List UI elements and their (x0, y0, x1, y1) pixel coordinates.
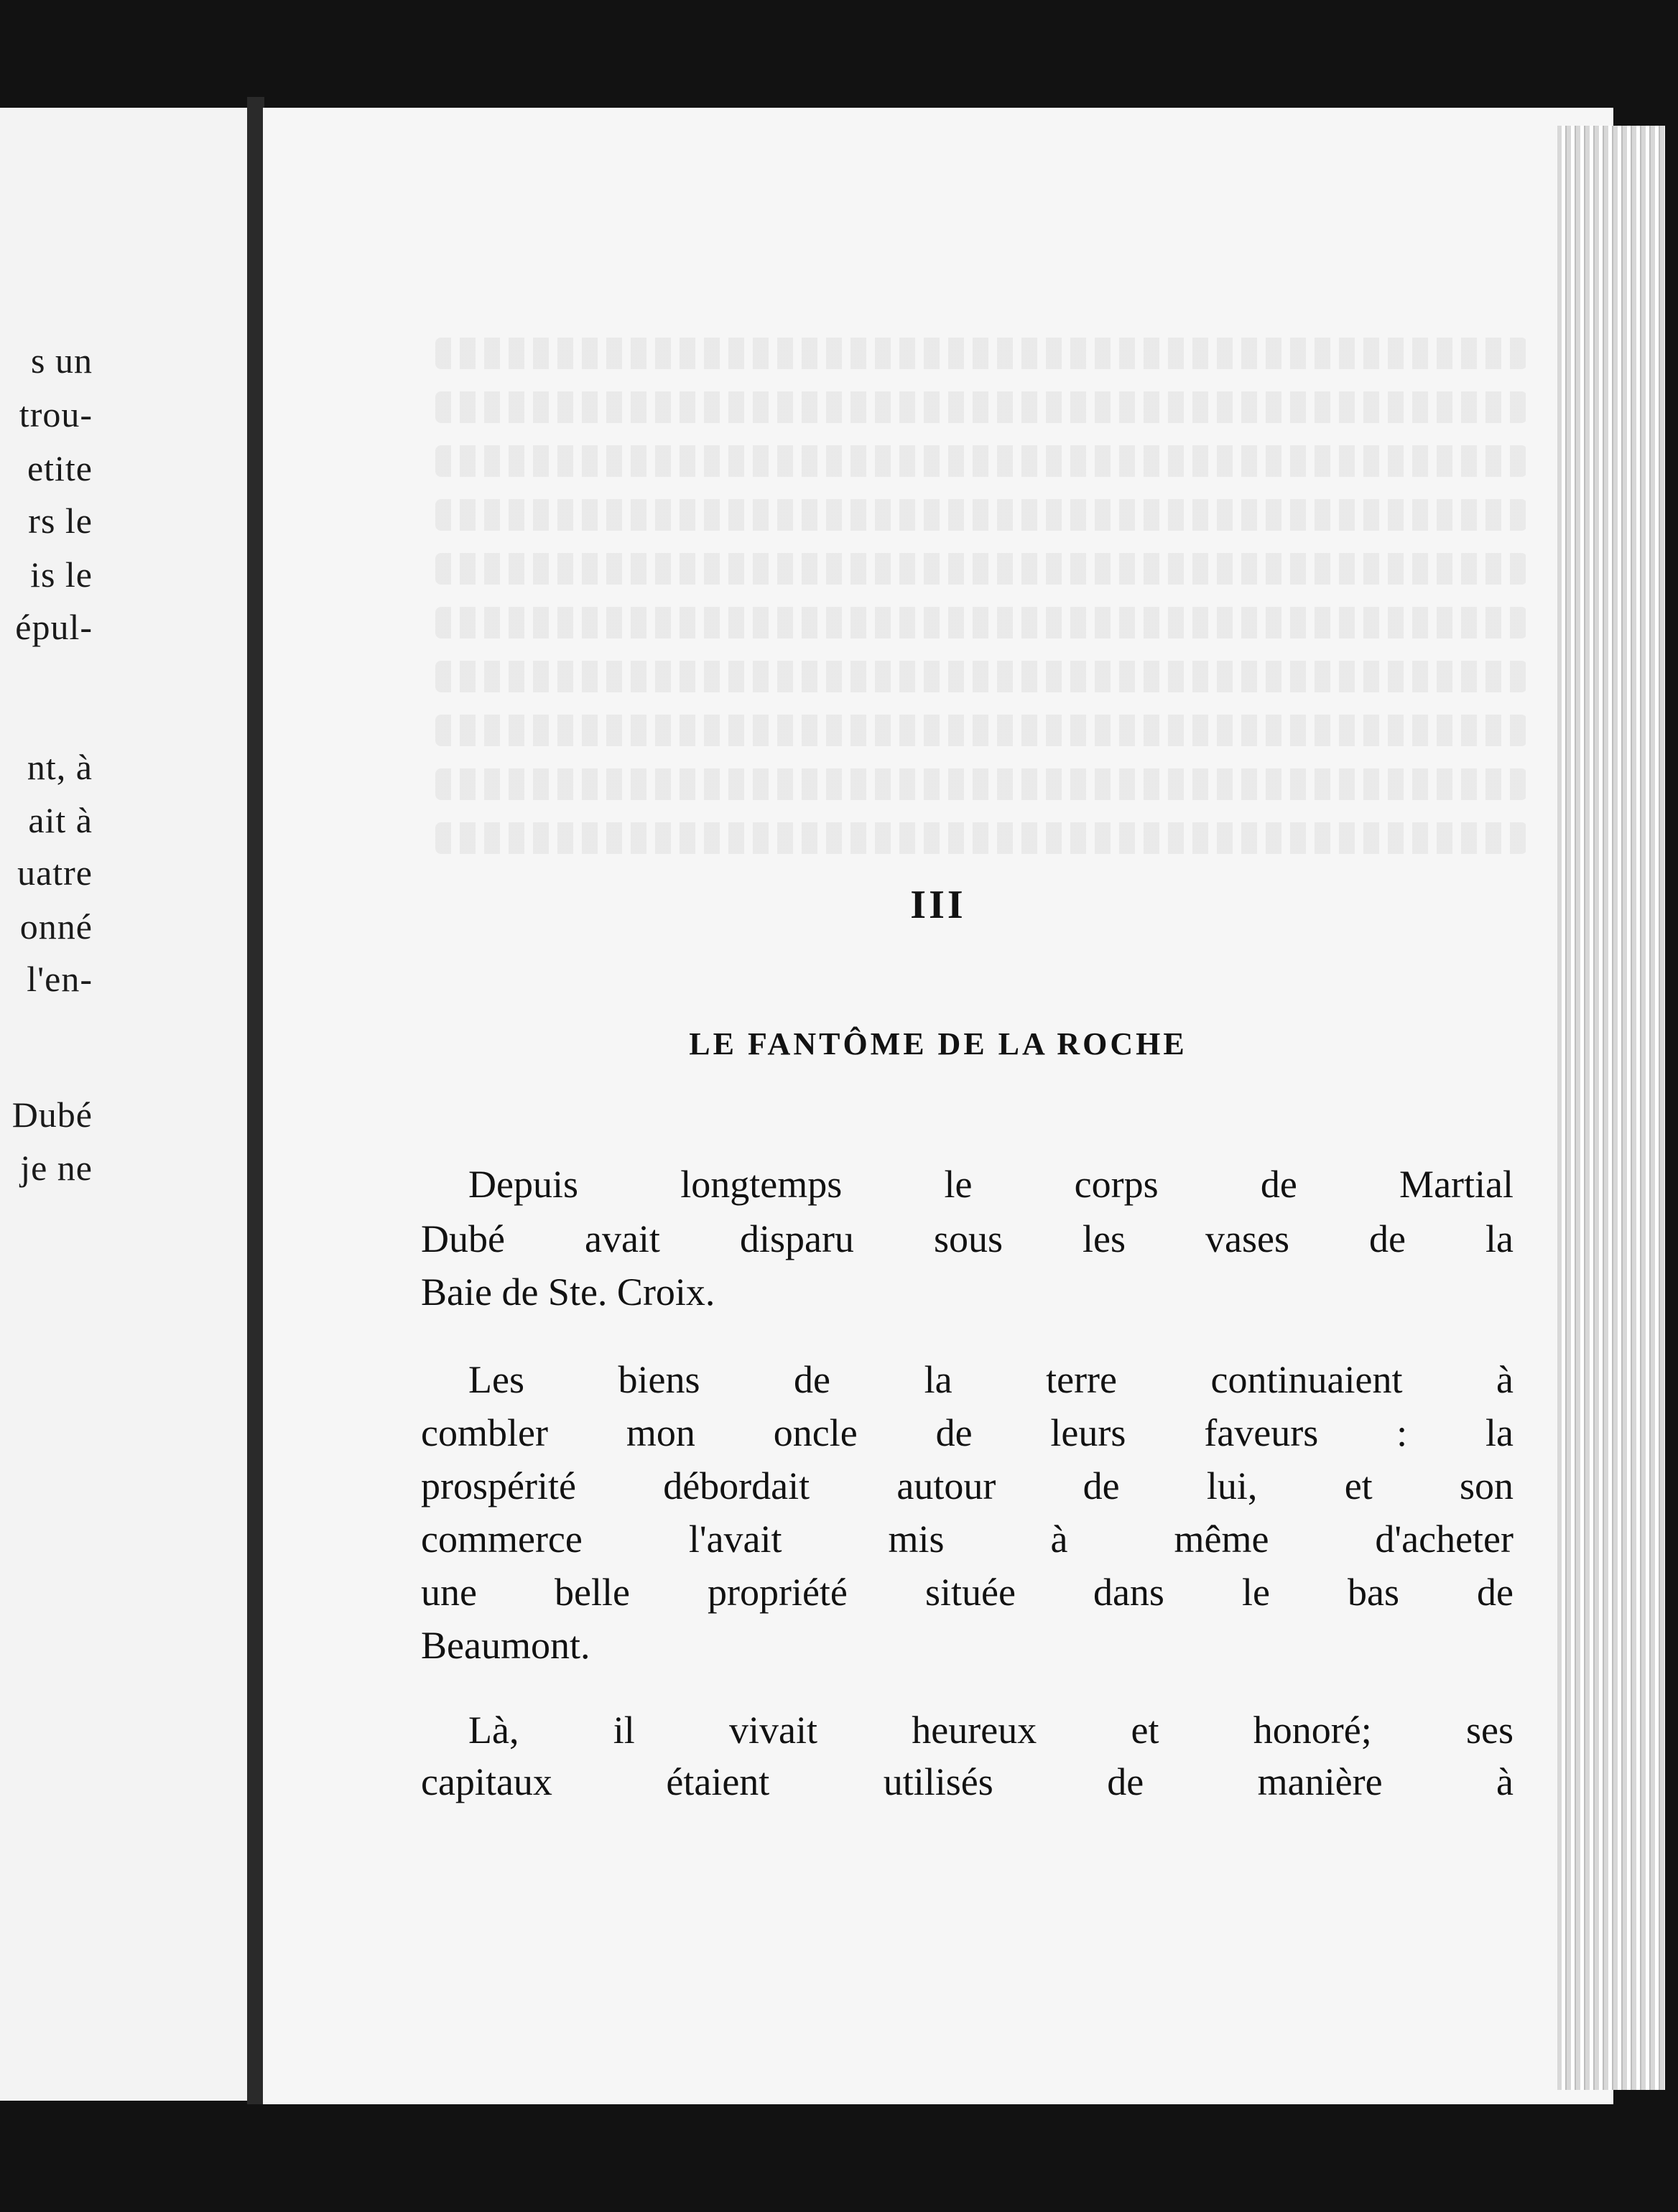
left-page-line: nt, à (27, 747, 93, 787)
left-page-line: Dubé (11, 1095, 93, 1135)
paragraph-line: Beaumont. (421, 1624, 590, 1667)
left-page-line: rs le (28, 501, 93, 541)
left-page (0, 108, 248, 2101)
left-page-line: uatre (17, 852, 93, 893)
bleed-through-text (435, 715, 1527, 746)
bleed-through-text (435, 445, 1527, 477)
left-page-line: l'en- (27, 959, 93, 999)
book-gutter (247, 97, 264, 2104)
paragraph-line: une belle propriété située dans le bas de (421, 1571, 1514, 1614)
paragraph-line: commerce l'avait mis à même d'acheter (421, 1518, 1514, 1561)
bleed-through-text (435, 499, 1527, 531)
left-page-line: s un (31, 340, 93, 381)
right-page (263, 108, 1613, 2104)
paragraph-line: Dubé avait disparu sous les vases de la (421, 1217, 1514, 1260)
left-page-line: épul- (15, 607, 93, 647)
left-page-line: onné (19, 906, 93, 947)
bleed-through-text (435, 768, 1527, 800)
paragraph-line: prospérité débordait autour de lui, et son (421, 1464, 1514, 1507)
page-edges (1557, 126, 1665, 2090)
paragraph-line: Depuis longtemps le corps de Martial (468, 1163, 1514, 1206)
bleed-through-text (435, 338, 1527, 369)
paragraph-line: Là, il vivait heureux et honoré; ses (468, 1709, 1514, 1752)
left-page-line: ait à (28, 800, 93, 840)
paragraph-line: combler mon oncle de leurs faveurs : la (421, 1411, 1514, 1454)
left-page-line: is le (30, 554, 93, 595)
paragraph-line: Les biens de la terre continuaient à (468, 1358, 1514, 1401)
left-page-line: trou- (19, 394, 93, 434)
bleed-through-text (435, 822, 1527, 854)
bleed-through-text (435, 607, 1527, 638)
left-page-line: etite (27, 448, 93, 488)
left-page-line: je ne (20, 1148, 93, 1188)
bleed-through-text (435, 661, 1527, 692)
bleed-through-text (435, 553, 1527, 585)
bleed-through-text (435, 391, 1527, 423)
paragraph-line: Baie de Ste. Croix. (421, 1270, 715, 1314)
chapter-title: LE FANTÔME DE LA ROCHE (689, 1026, 1187, 1061)
paragraph-line: capitaux étaient utilisés de manière à (421, 1760, 1514, 1803)
chapter-number: III (910, 883, 966, 927)
